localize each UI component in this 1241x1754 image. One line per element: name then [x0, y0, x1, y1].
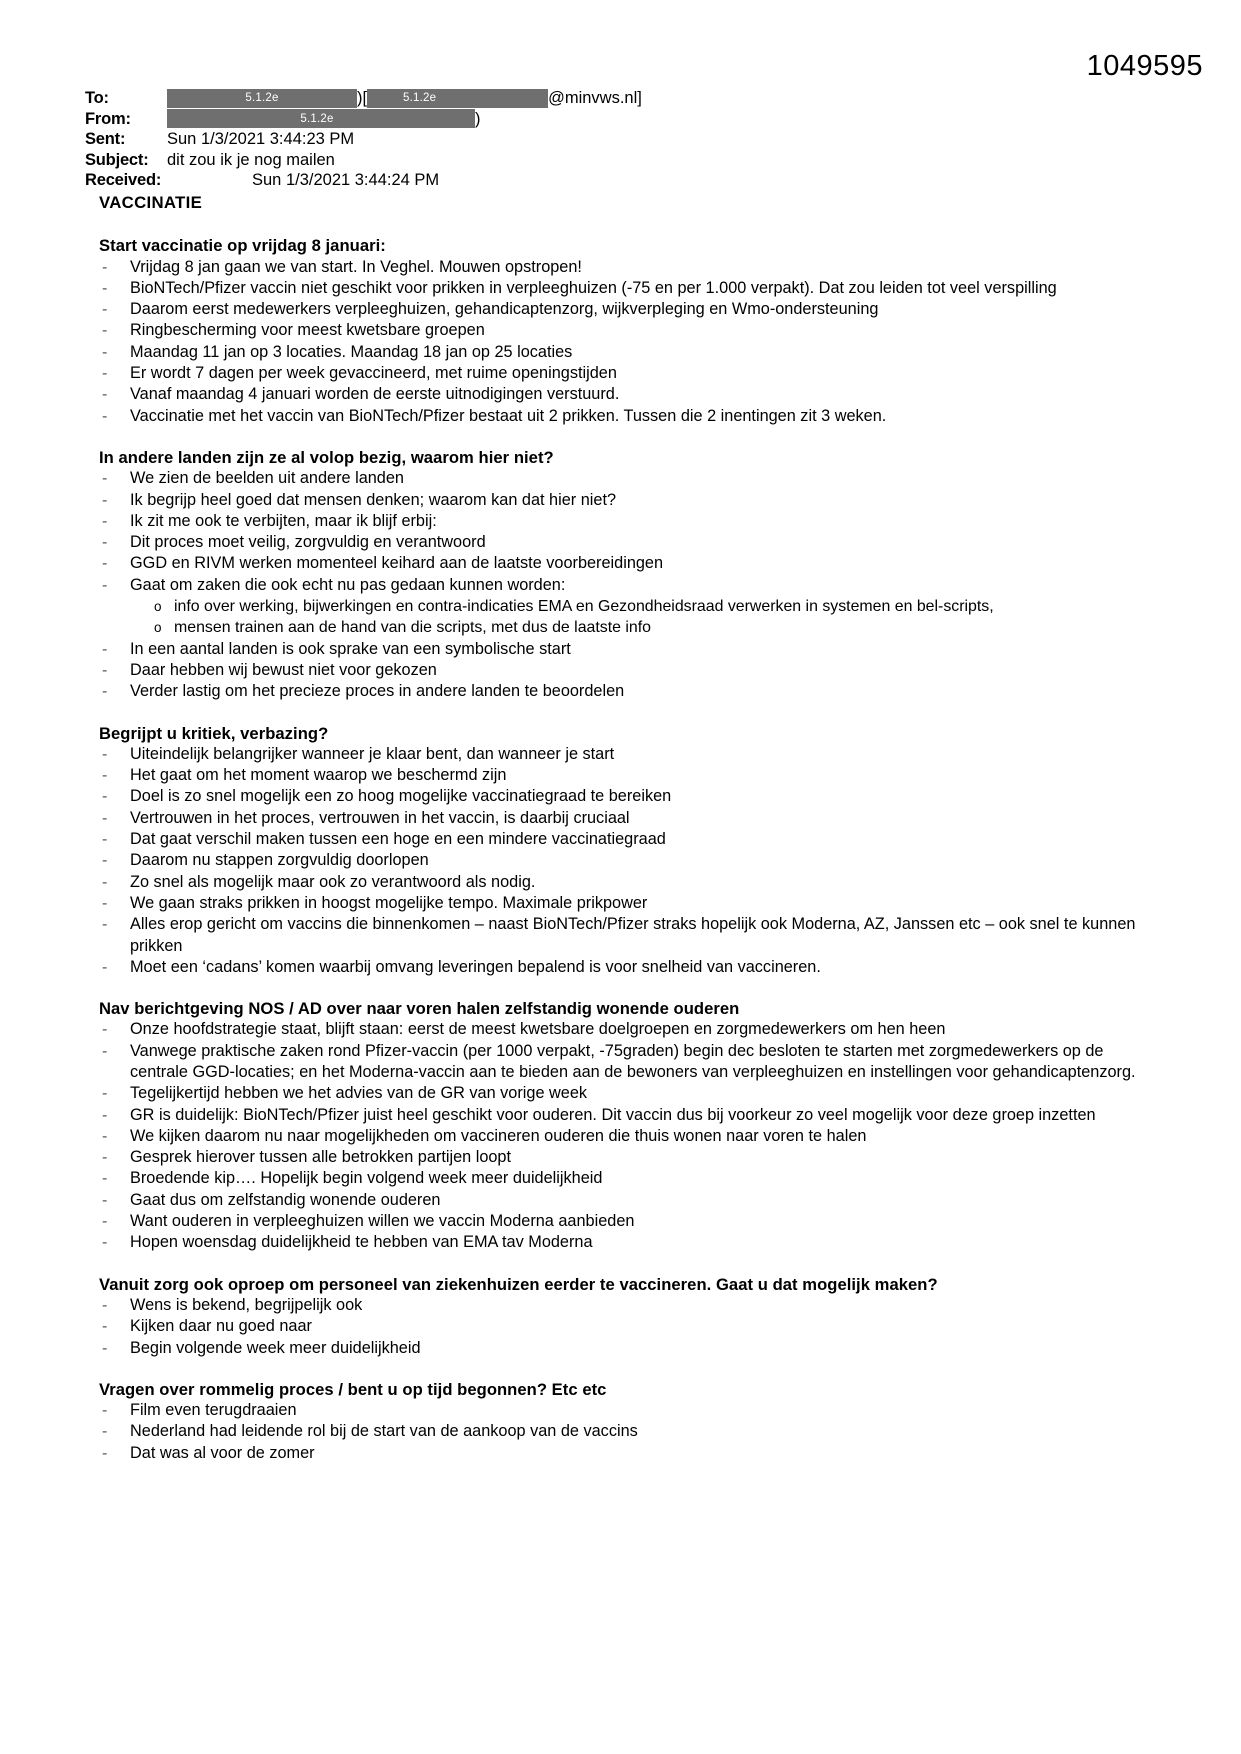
bullet-list: [92, 1019, 1152, 1253]
bullet-list: [92, 744, 1152, 978]
bullet-text: Daarom eerst medewerkers verpleeghuizen, gehandicaptenzorg, wijkverpleging en Wmo-ondersteuning: [130, 300, 879, 319]
bullet-text: We zien de beelden uit andere landen: [130, 469, 404, 488]
bullet-text: BioNTech/Pfizer vaccin niet geschikt voor prikken in verpleeghuizen (-75 en per 1.000 verpakt). Dat zou leiden tot veel verspilling: [130, 278, 1057, 297]
bullet-item: [92, 914, 1152, 957]
bullet-text: Gaat om zaken die ook echt nu pas gedaan kunnen worden:: [130, 575, 566, 594]
header-row-received: [85, 170, 1085, 191]
bullet-item: [92, 744, 1152, 765]
bullet-item: [92, 893, 1152, 914]
header-value-sent: Sun 1/3/2021 3:44:23 PM: [167, 130, 355, 148]
body-section: [92, 235, 1152, 427]
bullet-text: Wens is bekend, begrijpelijk ook: [130, 1295, 363, 1314]
header-row-from: [85, 109, 1085, 130]
header-from-sep: ): [475, 109, 481, 128]
header-to-sep-1: )[: [357, 89, 368, 107]
bullet-item: [92, 532, 1152, 553]
body-section: [92, 1274, 1152, 1359]
bullet-text: We kijken daarom nu naar mogelijkheden om vaccineren ouderen die thuis wonen naar voren te halen: [130, 1126, 867, 1145]
bullet-item: [92, 1211, 1152, 1232]
bullet-item: [92, 468, 1152, 489]
body-section: [92, 723, 1152, 979]
bullet-text: Vaccinatie met het vaccin van BioNTech/Pfizer bestaat uit 2 prikken. Tussen die 2 inentingen zit 3 weken.: [130, 406, 887, 425]
redaction-box: 5.1.2e: [367, 89, 548, 108]
header-to-domain: @minvws.nl]: [548, 89, 642, 107]
header-row-sent: [85, 129, 1085, 150]
bullet-item: [92, 1338, 1152, 1359]
bullet-item: [92, 1147, 1152, 1168]
bullet-text: Maandag 11 jan op 3 locaties. Maandag 18 jan op 25 locaties: [130, 342, 573, 361]
bullet-item: [92, 829, 1152, 850]
bullet-text: Film even terugdraaien: [130, 1401, 297, 1420]
bullet-item: [92, 765, 1152, 786]
bullet-text: Kijken daar nu goed naar: [130, 1317, 312, 1336]
bullet-list: [92, 468, 1152, 702]
bullet-text: Doel is zo snel mogelijk een zo hoog mogelijke vaccinatiegraad te bereiken: [130, 787, 672, 806]
bullet-text: Vanwege praktische zaken rond Pfizer-vaccin (per 1000 verpakt, -75graden) begin dec besloten te starten met zorgmedewerkers op de centrale GGD-locaties; en het Moderna-vaccin aan te bieden aan de bewoners van verpleeghuizen en instellingen voor gehandicaptenzorg.: [130, 1041, 1136, 1081]
header-value-from: [167, 109, 481, 130]
body-section: [92, 447, 1152, 703]
bullet-item: [92, 1443, 1152, 1464]
sub-bullet-text: mensen trainen aan de hand van die scripts, met dus de laatste info: [174, 619, 652, 637]
bullet-item: [92, 1126, 1152, 1147]
section-heading: Nav berichtgeving NOS / AD over naar voren halen zelfstandig wonende ouderen: [99, 999, 740, 1019]
bullet-text: Hopen woensdag duidelijkheid te hebben van EMA tav Moderna: [130, 1233, 593, 1252]
bullet-item: [92, 681, 1152, 702]
bullet-text: Daar hebben wij bewust niet voor gekozen: [130, 660, 437, 679]
header-value-to: [167, 88, 642, 109]
body-title: VACCINATIE: [99, 193, 203, 212]
bullet-text: GGD en RIVM werken momenteel keihard aan de laatste voorbereidingen: [130, 554, 664, 573]
bullet-text: Begin volgende week meer duidelijkheid: [130, 1338, 421, 1357]
section-heading: In andere landen zijn ze al volop bezig, waarom hier niet?: [99, 447, 554, 467]
sub-bullet-item: [92, 617, 1152, 638]
bullet-text: Verder lastig om het precieze proces in andere landen te beoordelen: [130, 682, 625, 701]
header-label-from: From:: [85, 109, 131, 128]
header-label-subject: Subject:: [85, 150, 149, 169]
bullet-item: [92, 363, 1152, 384]
header-label-sent: Sent:: [85, 130, 126, 148]
bullet-text: Broedende kip…. Hopelijk begin volgend week meer duidelijkheid: [130, 1169, 603, 1188]
bullet-item: [92, 1295, 1152, 1316]
bullet-text: Gesprek hierover tussen alle betrokken partijen loopt: [130, 1148, 512, 1167]
bullet-item: [92, 1168, 1152, 1189]
bullet-text: Gaat dus om zelfstandig wonende ouderen: [130, 1190, 441, 1209]
bullet-list: [92, 1295, 1152, 1359]
bullet-text: Er wordt 7 dagen per week gevaccineerd, met ruime openingstijden: [130, 364, 617, 383]
bullet-text: Dat was al voor de zomer: [130, 1443, 315, 1462]
bullet-item: [92, 575, 1152, 596]
bullet-item: [92, 320, 1152, 341]
document-body: [92, 192, 1152, 1464]
bullet-text: In een aantal landen is ook sprake van een symbolische start: [130, 639, 571, 658]
bullet-text: Dat gaat verschil maken tussen een hoge en een mindere vaccinatiegraad: [130, 830, 666, 849]
header-row-to: [85, 88, 1085, 109]
bullet-list: [92, 1400, 1152, 1464]
sub-bullet-list: [92, 596, 1152, 639]
bullet-item: [92, 1083, 1152, 1104]
bullet-text: Tegelijkertijd hebben we het advies van de GR van vorige week: [130, 1084, 588, 1103]
bullet-item: [92, 872, 1152, 893]
body-section: [92, 998, 1152, 1254]
bullet-item: [92, 406, 1152, 427]
bullet-text: Het gaat om het moment waarop we beschermd zijn: [130, 766, 507, 785]
bullet-item: [92, 786, 1152, 807]
bullet-item: [92, 1190, 1152, 1211]
bullet-item: [92, 511, 1152, 532]
bullet-text: Alles erop gericht om vaccins die binnenkomen – naast BioNTech/Pfizer straks hopelijk ook Moderna, AZ, Janssen etc – ook snel te kunnen prikken: [130, 915, 1136, 955]
bullet-text: We gaan straks prikken in hoogst mogelijke tempo. Maximale prikpower: [130, 893, 648, 912]
header-label-received: Received:: [85, 171, 162, 189]
header-label-to: To:: [85, 89, 109, 107]
redaction-box: 5.1.2e: [167, 89, 357, 108]
bullet-item: [92, 257, 1152, 278]
section-heading: Start vaccinatie op vrijdag 8 januari:: [99, 236, 386, 256]
body-sections: [92, 235, 1152, 1464]
bullet-text: Moet een ‘cadans’ komen waarbij omvang leveringen bepalend is voor snelheid van vaccineren.: [130, 957, 821, 976]
bullet-item: [92, 639, 1152, 660]
bullet-text: Onze hoofdstrategie staat, blijft staan: eerst de meest kwetsbare doelgroepen en zorgmedewerkers om hen heen: [130, 1020, 946, 1039]
bullet-item: [92, 660, 1152, 681]
redaction-box: 5.1.2e: [167, 109, 475, 128]
header-value-received: Sun 1/3/2021 3:44:24 PM: [252, 171, 440, 189]
bullet-text: Uiteindelijk belangrijker wanneer je klaar bent, dan wanneer je start: [130, 744, 615, 763]
bullet-text: Dit proces moet veilig, zorgvuldig en verantwoord: [130, 533, 486, 552]
bullet-item: [92, 1105, 1152, 1126]
bullet-item: [92, 808, 1152, 829]
bullet-text: Ringbescherming voor meest kwetsbare groepen: [130, 321, 485, 340]
bullet-item: [92, 384, 1152, 405]
bullet-item: [92, 1019, 1152, 1040]
bullet-item: [92, 342, 1152, 363]
bullet-item: [92, 957, 1152, 978]
header-row-subject: [85, 150, 1085, 171]
bullet-item: [92, 553, 1152, 574]
bullet-text: Vanaf maandag 4 januari worden de eerste uitnodigingen verstuurd.: [130, 385, 620, 404]
bullet-text: Ik begrijp heel goed dat mensen denken; waarom kan dat hier niet?: [130, 490, 617, 509]
bullet-text: Zo snel als mogelijk maar ook zo verantwoord als nodig.: [130, 872, 536, 891]
bullet-item: [92, 1316, 1152, 1337]
bullet-text: Want ouderen in verpleeghuizen willen we vaccin Moderna aanbieden: [130, 1212, 635, 1231]
sub-bullet-item: [92, 596, 1152, 617]
bullet-item: [92, 1421, 1152, 1442]
bullet-text: Nederland had leidende rol bij de start van de aankoop van de vaccins: [130, 1422, 638, 1441]
bullet-item: [92, 1041, 1152, 1084]
section-heading: Begrijpt u kritiek, verbazing?: [99, 723, 329, 743]
sub-bullet-text: info over werking, bijwerkingen en contra-indicaties EMA en Gezondheidsraad verwerken in systemen en bel-scripts,: [174, 598, 994, 616]
bullet-item: [92, 1400, 1152, 1421]
bullet-list: [92, 257, 1152, 427]
bullet-item: [92, 278, 1152, 299]
bullet-text: Daarom nu stappen zorgvuldig doorlopen: [130, 851, 429, 870]
header-value-subject: dit zou ik je nog mailen: [167, 150, 335, 169]
bullet-text: GR is duidelijk: BioNTech/Pfizer juist heel geschikt voor ouderen. Dit vaccin dus bij voorkeur zo veel mogelijk voor deze groep inzetten: [130, 1105, 1096, 1124]
bullet-item: [92, 1232, 1152, 1253]
email-header: [85, 88, 1085, 191]
bullet-text: Vertrouwen in het proces, vertrouwen in het vaccin, is daarbij cruciaal: [130, 808, 630, 827]
body-section: [92, 1379, 1152, 1464]
section-heading: Vragen over rommelig proces / bent u op tijd begonnen? Etc etc: [99, 1379, 607, 1399]
bullet-text: Vrijdag 8 jan gaan we van start. In Veghel. Mouwen opstropen!: [130, 257, 582, 276]
bullet-item: [92, 490, 1152, 511]
bullet-item: [92, 299, 1152, 320]
section-heading: Vanuit zorg ook oproep om personeel van ziekenhuizen eerder te vaccineren. Gaat u dat mogelijk maken?: [99, 1274, 938, 1294]
bullet-item: [92, 850, 1152, 871]
document-number: 1049595: [1086, 50, 1203, 82]
bullet-text: Ik zit me ook te verbijten, maar ik blijf erbij:: [130, 511, 437, 530]
